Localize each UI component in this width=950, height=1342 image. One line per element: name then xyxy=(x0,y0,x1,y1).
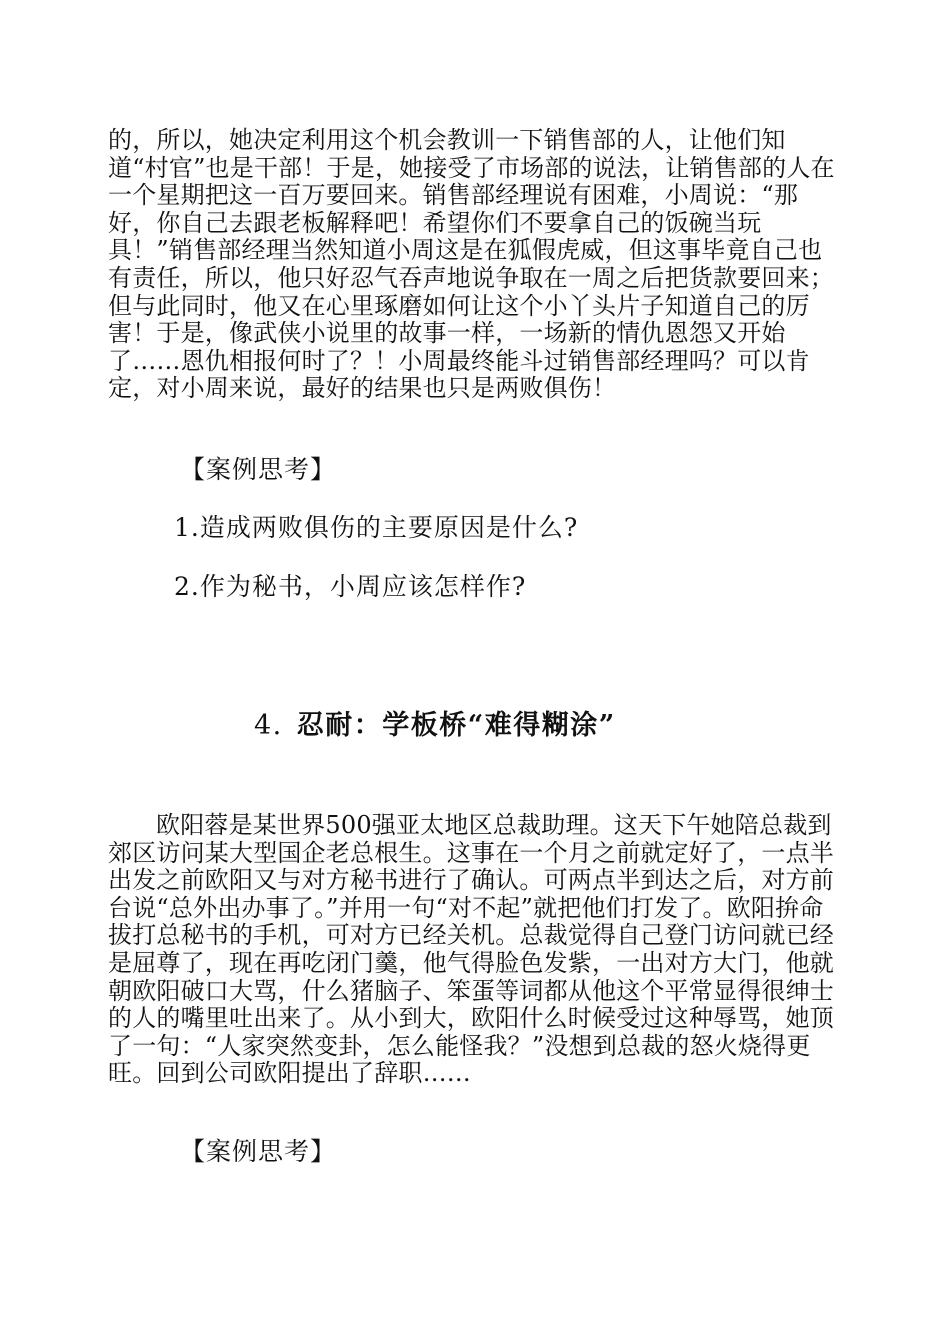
case-study-label: 【案例思考】 xyxy=(180,455,337,484)
story-paragraph: 欧阳蓉是某世界500强亚太地区总裁助理。这天下午她陪总裁到郊区访问某大型国企老总根生。这事在一个月之前就定好了，一点半出发之前欧阳又与对方秘书进行了确认。可两点半到达之后，对方前台说“总外出办事了。”并用一句“对不起”就把他们打发了。欧阳拚命拔打总秘书的手机，可对方已经关机。总裁觉得自己登门访问就已经是屈尊了，现在再吃闭门羹，他气得脸色发紫，一出对方大门，他就朝欧阳破口大骂，什么猪脑子、笨蛋等词都从他这个平常显得很绅士的人的嘴里吐出来了。从小到大，欧阳什么时候受过这种辱骂，她顶了一句：“人家突然变卦，怎么能怪我？”没想到总裁的怒火烧得更旺。回到公司欧阳提出了辞职…… xyxy=(108,811,834,1088)
section-number: 4. xyxy=(254,710,283,741)
section-heading xyxy=(254,708,616,744)
story-paragraph-continued: 的，所以，她决定利用这个机会教训一下销售部的人，让他们知道“村官”也是干部！于是，她接受了市场部的说法，让销售部的人在一个星期把这一百万要回来。销售部经理说有困难，小周说：“那好，你自己去跟老板解释吧！希望你们不要拿自己的饭碗当玩具！”销售部经理当然知道小周这是在狐假虎威，但这事毕竟自己也有责任，所以，他只好忍气吞声地说争取在一周之后把货款要回来；但与此同时，他又在心里琢磨如何让这个小丫头片子知道自己的厉害！于是，像武侠小说里的故事一样，一场新的情仇恩怨又开始了……恩仇相报何时了？！小周最终能斗过销售部经理吗？可以肯定，对小周来说，最好的结果也只是两败俱伤！ xyxy=(108,126,835,403)
section-title-text: 忍耐：学板桥“难得糊涂” xyxy=(296,710,616,741)
case-study-label: 【案例思考】 xyxy=(180,1137,337,1166)
question-item: 2.作为秘书，小周应该怎样作? xyxy=(174,572,527,601)
question-item: 1.造成两败俱伤的主要原因是什么? xyxy=(174,513,579,542)
